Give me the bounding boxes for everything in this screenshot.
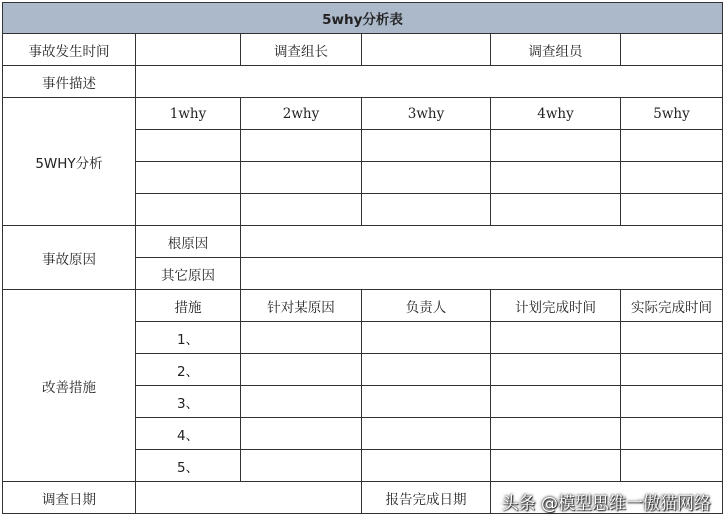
other-causes-label: 其它原因 xyxy=(136,258,241,290)
investigation-date-cell[interactable] xyxy=(136,482,362,514)
measure-cell[interactable] xyxy=(621,354,723,386)
investigation-member-cell[interactable] xyxy=(621,34,723,66)
why-cell[interactable] xyxy=(136,194,241,226)
measure-cell[interactable] xyxy=(491,386,621,418)
measure-cell[interactable] xyxy=(491,450,621,482)
measure-cell[interactable] xyxy=(621,322,723,354)
measure-cell[interactable] xyxy=(241,386,362,418)
investigation-date-label: 调查日期 xyxy=(3,482,136,514)
measure-cell[interactable] xyxy=(362,322,491,354)
improvement-measures-label: 改善措施 xyxy=(3,290,136,482)
why-cell[interactable] xyxy=(621,130,723,162)
incident-time-label: 事故发生时间 xyxy=(3,34,136,66)
root-cause-cell[interactable] xyxy=(241,226,723,258)
5why-analysis-table xyxy=(2,2,723,514)
measure-cell[interactable] xyxy=(491,322,621,354)
measure-cell[interactable] xyxy=(241,450,362,482)
why-cell[interactable] xyxy=(491,194,621,226)
why-cell[interactable] xyxy=(136,162,241,194)
measure-cell[interactable] xyxy=(621,418,723,450)
why-header-1: 1why xyxy=(136,98,241,130)
owner-header: 负责人 xyxy=(362,290,491,322)
measure-cell[interactable] xyxy=(362,386,491,418)
measure-cell[interactable] xyxy=(621,386,723,418)
why-header-2: 2why xyxy=(241,98,362,130)
why-cell[interactable] xyxy=(241,130,362,162)
measure-cell[interactable] xyxy=(241,354,362,386)
actual-date-header: 实际完成时间 xyxy=(621,290,723,322)
measure-cell[interactable] xyxy=(241,418,362,450)
why-cell[interactable] xyxy=(136,130,241,162)
investigation-member-label: 调查组员 xyxy=(491,34,621,66)
why-cell[interactable] xyxy=(621,194,723,226)
measure-cell[interactable] xyxy=(491,354,621,386)
why-cell[interactable] xyxy=(491,130,621,162)
investigation-leader-label: 调查组长 xyxy=(241,34,362,66)
target-cause-header: 针对某原因 xyxy=(241,290,362,322)
watermark: 头条 @模型思维一傲猫网络 xyxy=(501,494,711,514)
incident-cause-label: 事故原因 xyxy=(3,226,136,290)
5why-analysis-label: 5WHY分析 xyxy=(3,98,136,226)
why-cell[interactable] xyxy=(621,162,723,194)
incident-description-label: 事件描述 xyxy=(3,66,136,98)
measure-cell[interactable] xyxy=(362,354,491,386)
incident-time-cell[interactable] xyxy=(136,34,241,66)
measure-cell[interactable] xyxy=(362,450,491,482)
measure-item-number: 1、 xyxy=(136,322,241,354)
why-cell[interactable] xyxy=(241,194,362,226)
why-header-5: 5why xyxy=(621,98,723,130)
why-header-4: 4why xyxy=(491,98,621,130)
measure-cell[interactable] xyxy=(241,322,362,354)
investigation-leader-cell[interactable] xyxy=(362,34,491,66)
measure-cell[interactable] xyxy=(621,450,723,482)
report-completion-date-label: 报告完成日期 xyxy=(362,482,491,514)
why-header-3: 3why xyxy=(362,98,491,130)
why-cell[interactable] xyxy=(362,130,491,162)
table-title: 5why分析表 xyxy=(3,3,723,34)
why-cell[interactable] xyxy=(362,194,491,226)
measure-cell[interactable] xyxy=(362,418,491,450)
measure-header: 措施 xyxy=(136,290,241,322)
why-cell[interactable] xyxy=(362,162,491,194)
measure-item-number: 3、 xyxy=(136,386,241,418)
other-causes-cell[interactable] xyxy=(241,258,723,290)
measure-item-number: 5、 xyxy=(136,450,241,482)
why-cell[interactable] xyxy=(491,162,621,194)
measure-cell[interactable] xyxy=(491,418,621,450)
measure-item-number: 4、 xyxy=(136,418,241,450)
planned-date-header: 计划完成时间 xyxy=(491,290,621,322)
incident-description-cell[interactable] xyxy=(136,66,723,98)
root-cause-label: 根原因 xyxy=(136,226,241,258)
why-cell[interactable] xyxy=(241,162,362,194)
measure-item-number: 2、 xyxy=(136,354,241,386)
